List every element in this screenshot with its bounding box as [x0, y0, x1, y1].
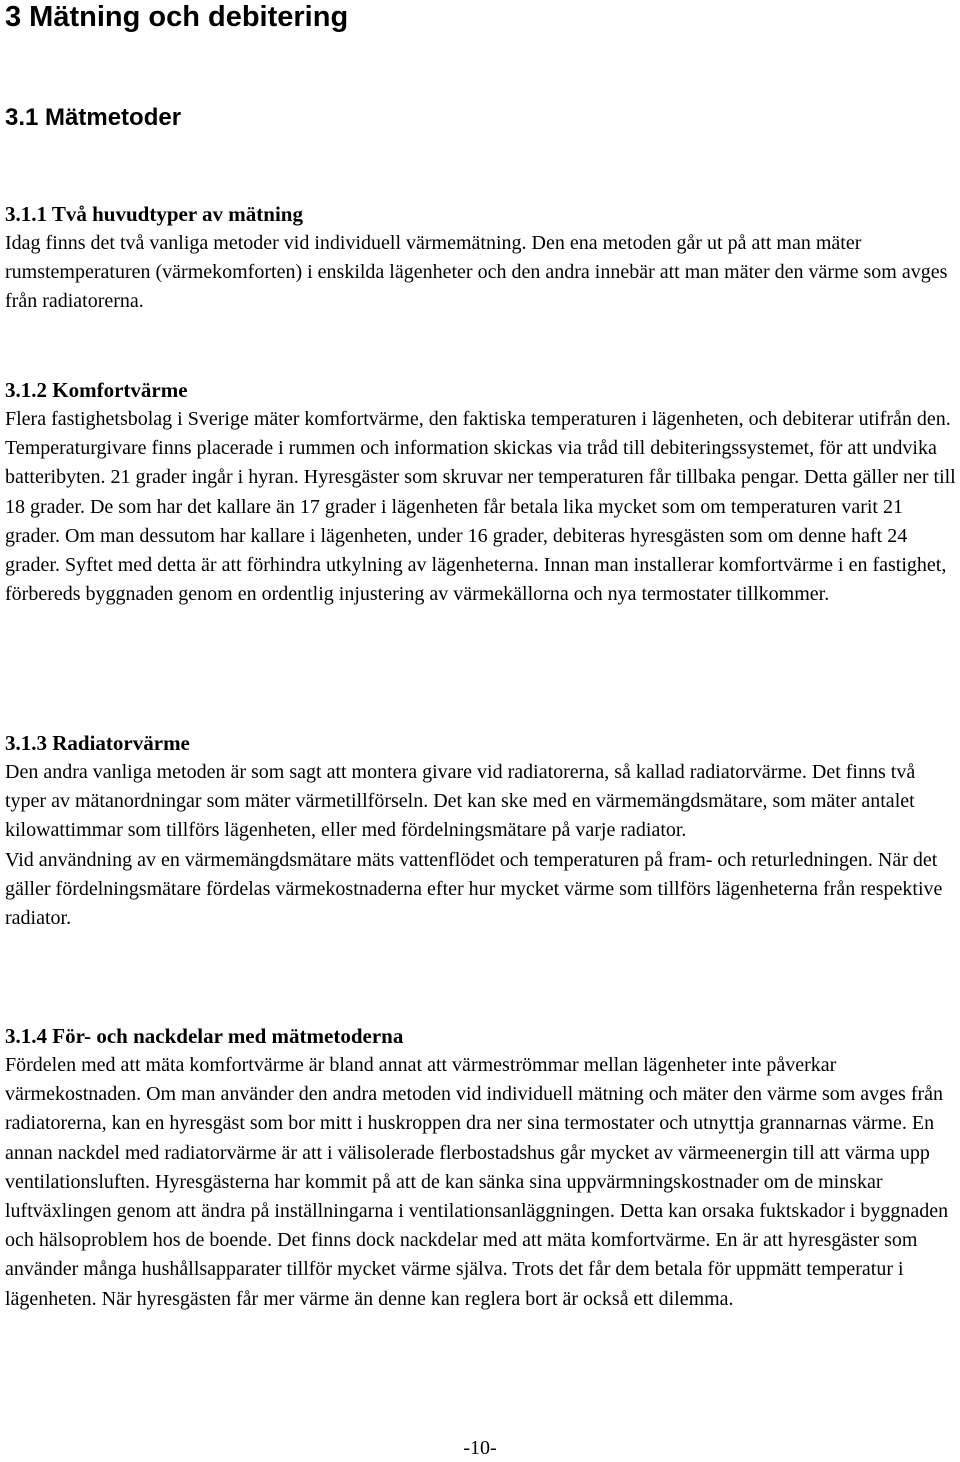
- subsection-heading: 3.1.3 Radiatorvärme: [5, 731, 190, 755]
- chapter-title: 3 Mätning och debitering: [5, 1, 349, 33]
- subsection-radiator-heat: [5, 729, 957, 933]
- paragraph: Den andra vanliga metoden är som sagt att montera givare vid radiatorerna, så kallad radiatorvärme. Det finns två typer av mätanordningar som mäter värmetillförseln. Det kan ske med en värmemängdsmätare, som mäter antalet kilowattimmar som tillförs lägenheten, eller med fördelningsmätare på varje radiator.: [5, 761, 916, 842]
- section-title: 3.1 Mätmetoder: [5, 104, 182, 131]
- subsection-two-main-types: [5, 200, 957, 317]
- paragraph: Flera fastighetsbolag i Sverige mäter komfortvärme, den faktiska temperaturen i lägenheten, och debiterar utifrån den. Temperaturgivare finns placerade i rummen och information skickas via tråd till debiteringssystemet, för att undvika batteribyten. 21 grader ingår i hyran. Hyresgäster som skruvar ner temperaturen får tillbaka pengar. Detta gäller ner till 18 grader. De som har det kallare än 17 grader i lägenheten får betala lika mycket som om temperaturen varit 21 grader. Om man dessutom har kallare i lägenheten, under 16 grader, debiteras hyresgästen som om denne haft 24 grader. Syftet med detta är att förhindra utkylning av lägenheterna. Innan man installerar komfortvärme i en fastighet, förbereds byggnaden genom en ordentlig injustering av värmekällorna och nya termostater tillkommer.: [5, 408, 956, 606]
- paragraph: Idag finns det två vanliga metoder vid individuell värmemätning. Den ena metoden går ut på att man mäter rumstemperaturen (värmekomforten) i enskilda lägenheter och den andra innebär att man mäter den värme som avges från radiatorerna.: [5, 232, 948, 313]
- page-number: -10-: [463, 1437, 497, 1459]
- subsection-heading: 3.1.2 Komfortvärme: [5, 378, 188, 402]
- subsection-heading: 3.1.4 För- och nackdelar med mätmetoderna: [5, 1024, 404, 1048]
- paragraph: Vid användning av en värmemängdsmätare mäts vattenflödet och temperaturen på fram- och returledningen. När det gäller fördelningsmätare fördelas värmekostnaderna efter hur mycket värme som tillförs lägenheterna från respektive radiator.: [5, 848, 943, 930]
- subsection-pros-cons: [5, 1022, 957, 1314]
- subsection-heading: 3.1.1 Två huvudtyper av mätning: [5, 202, 303, 226]
- paragraph: Fördelen med att mäta komfortvärme är bland annat att värmeströmmar mellan lägenheter inte påverkar värmekostnaden. Om man använder den andra metoden vid individuell mätning och mäter den värme som avges från radiatorerna, kan en hyresgäst som bor mitt i huskroppen dra ner sina termostater och utnyttja grannarnas värme. En annan nackdel med radiatorvärme är att i välisolerade flerbostadshus går mycket av värmeenergin till att värma upp ventilationsluften. Hyresgästerna har kommit på att de kan sänka sina uppvärmningskostnader om de minskar luftväxlingen genom att ändra på inställningarna i ventilationsanläggningen. Detta kan orsaka fuktskador i byggnaden och hälsoproblem hos de boende. Det finns dock nackdelar med att mäta komfortvärme. En är att hyresgäster som använder många hushållsapparater tillför mycket värme själva. Trots det får dem betala för uppmätt temperatur i lägenheten. När hyresgästen får mer värme än denne kan reglera bort är också ett dilemma.: [5, 1054, 949, 1310]
- subsection-comfort-heat: [5, 376, 957, 609]
